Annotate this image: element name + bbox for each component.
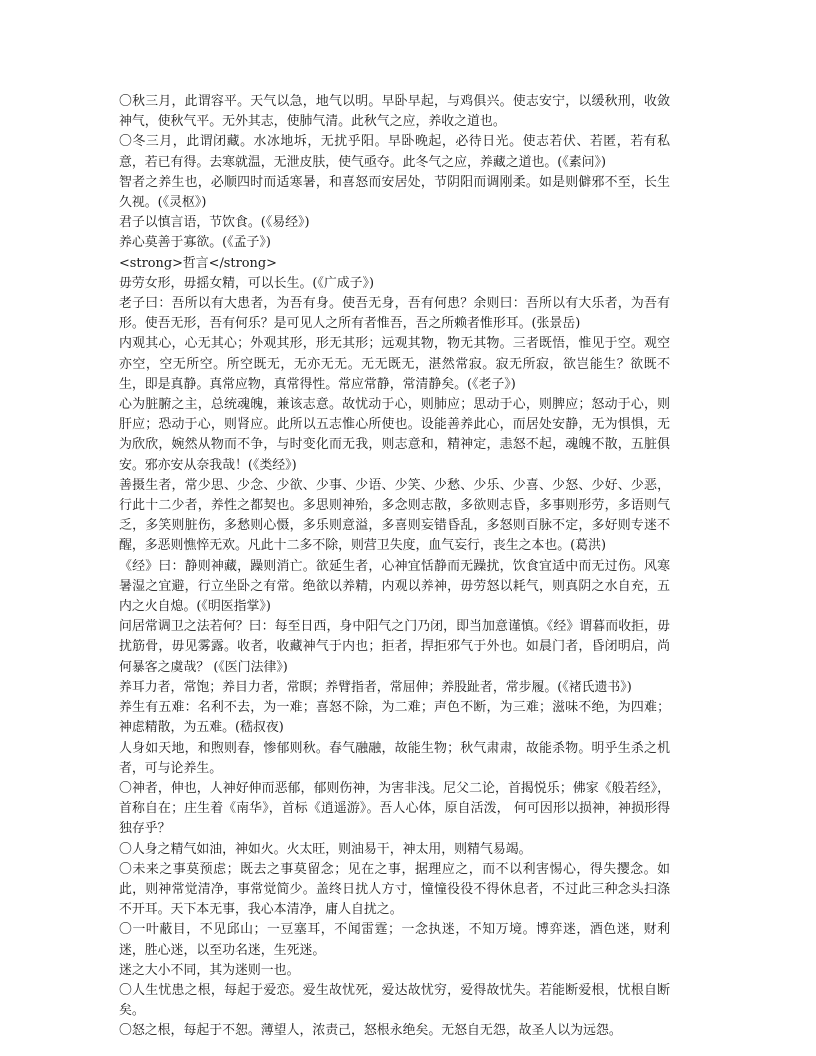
paragraph-mengzi-quote: 养心莫善于寡欲。(《孟子》) xyxy=(119,235,271,251)
paragraph-mingyi-zhizhang: 《经》曰：静则神藏，躁则消亡。欲延生者，心神宜恬静而无躁扰，饮食宜适中而无过伤。风寒暑湿之宜避，行立坐卧之有常。绝欲以养精，内观以养神，毋劳怒以耗气，则真阴之水自充，五内之火自熄。(《明医指掌》) xyxy=(119,558,670,615)
section-heading-zheyan: <strong>哲言</strong> xyxy=(119,255,277,271)
paragraph-yijing-quote: 君子以慎言语，节饮食。(《易经》) xyxy=(119,215,310,231)
paragraph-laozi-inner-view: 内观其心，心无其心；外观其形，形无其形；远观其物，物无其物。三者既悟，惟见于空。观空亦空，空无所空。所空既无，无亦无无。无无既无，湛然常寂。寂无所寂，欲岂能生？欲既不生，即是真静。真常应物，真常得性。常应常静，常清静矣。(《老子》) xyxy=(119,336,670,392)
paragraph-one-leaf: 〇一叶蔽目，不见邱山；一豆塞耳，不闻雷霆；一念执迷，不知万境。博弈迷，酒色迷，财利迷，胜心迷，以至功名迷，生死迷。 xyxy=(119,922,670,958)
paragraph-root-of-worry: 〇人生忧患之根，每起于爱恋。爱生故忧死，爱达故忧穷，爱得故忧失。若能断爱根，忧根自断矣。 xyxy=(119,982,670,1019)
paragraph-leijing-heart: 心为脏腑之主，总统魂魄，兼该志意。故忧动于心，则肺应；思动于心，则脾应；怒动于心，则肝应；恐动于心，则肾应。此所以五志惟心所使也。设能善养此心，而居处安静，无为惧惧，无为欣欣，婉然从物而不争，与时变化而无我，则志意和，精神定，恚怒不起，魂魄不散，五脏俱安。邪亦安从奈我哉！(《类经》) xyxy=(119,397,670,473)
paragraph-five-difficulties: 养生有五难：名利不去，为一难；喜怒不除，为二难；声色不断，为三难；滋味不绝，为四难；神虑精散，为五难。(嵇叔夜) xyxy=(119,700,670,736)
paragraph-delusion-size: 迷之大小不同，其为迷则一也。 xyxy=(119,962,300,978)
paragraph-autumn-months: 〇秋三月，此谓容平。天气以急，地气以明。早卧早起，与鸡俱兴。使志安宁，以缓秋刑，收敛神气，使秋气平。无外其志，使肺气清。此秋气之应，养收之道也。 xyxy=(119,94,670,130)
paragraph-chushi-yishu: 养耳力者，常饱；养目力者，常瞑；养臂指者，常屈伸；养股趾者，常步履。(《褚氏遗书》) xyxy=(119,679,632,695)
paragraph-spirit-extends: 〇神者，伸也，人神好伸而恶郁，郁则伤神，为害非浅。尼父二论，首揭悦乐；佛家《般若经》，首称自在；庄生着《南华》，首标《逍遥游》。吾人心体，原自活泼， 何可因形以损神，神损形得独存乎？ xyxy=(119,780,670,837)
paragraph-guangchengzi-quote: 毋劳女形，毋摇女精，可以长生。(《广成子》) xyxy=(119,275,374,291)
paragraph-winter-months: 〇冬三月，此谓闭藏。水冰地坼，无扰乎阳。早卧晚起，必待日光。使志若伏、若匿，若有私意，若已有得。去寒就温，无泄皮肤，使气亟夺。此冬气之应，养藏之道也。(《素问》) xyxy=(119,134,670,170)
paragraph-lingshu-quote: 智者之养生也，必顺四时而适寒暑，和喜怒而安居处，节阴阳而调刚柔。如是则僻邪不至，长生久视。(《灵枢》) xyxy=(119,174,670,211)
paragraph-essence-like-oil: 〇人身之精气如油，神如火。火太旺，则油易干，神太用，则精气易竭。 xyxy=(119,841,532,857)
paragraph-root-of-anger: 〇怒之根，每起于不恕。薄望人，浓责己，怒根永绝矣。无怒自无怨，故圣人以为远怨。 xyxy=(119,1023,622,1039)
paragraph-yimen-falv: 问居常调卫之法若何？曰：每至日西，身中阳气之门乃闭，即当加意谨慎。《经》谓暮而收拒，毋扰筋骨，毋见雾露。收者，收藏神气于内也；拒者，捍拒邪气于外也。如晨门者，昏闭明启，尚何暴客之虞哉？ (《医门法律》) xyxy=(119,619,670,675)
paragraph-future-matters: 〇未来之事莫预虑；既去之事莫留念；见在之事，据理应之，而不以利害惕心，得失撄念。如此，则神常觉清净，事常觉简少。盖终日扰人方寸，憧憧役役不得休息者，不过此三种念头扫涤不开耳。天下本无事，我心本清净，庸人自扰之。 xyxy=(119,861,670,918)
paragraph-gehong-twelve-less: 善摄生者，常少思、少念、少欲、少事、少语、少笑、少愁、少乐、少喜、少怒、少好、少恶，行此十二少者，养性之都契也。多思则神殆，多念则志散，多欲则志昏，多事则形劳，多语则气乏，多笑则脏伤，多愁则心慑，多乐则意溢，多喜则妄错昏乱，多怒则百脉不定，多好则专迷不醒，多恶则憔悴无欢。凡此十二多不除，则营卫失度，血气妄行，丧生之本也。(葛洪) xyxy=(119,477,670,554)
paragraph-zhang-jingyue-quote: 老子曰：吾所以有大患者，为吾有身。使吾无身，吾有何患？余则曰：吾所以有大乐者，为吾有形。使吾无形，吾有何乐？是可见人之所有者惟吾，吾之所赖者惟形耳。(张景岳) xyxy=(119,296,670,332)
paragraph-body-like-heaven-earth: 人身如天地，和煦则春，惨郁则秋。春气融融，故能生物；秋气肃肃，故能杀物。明乎生杀之机者，可与论养生。 xyxy=(119,740,670,776)
